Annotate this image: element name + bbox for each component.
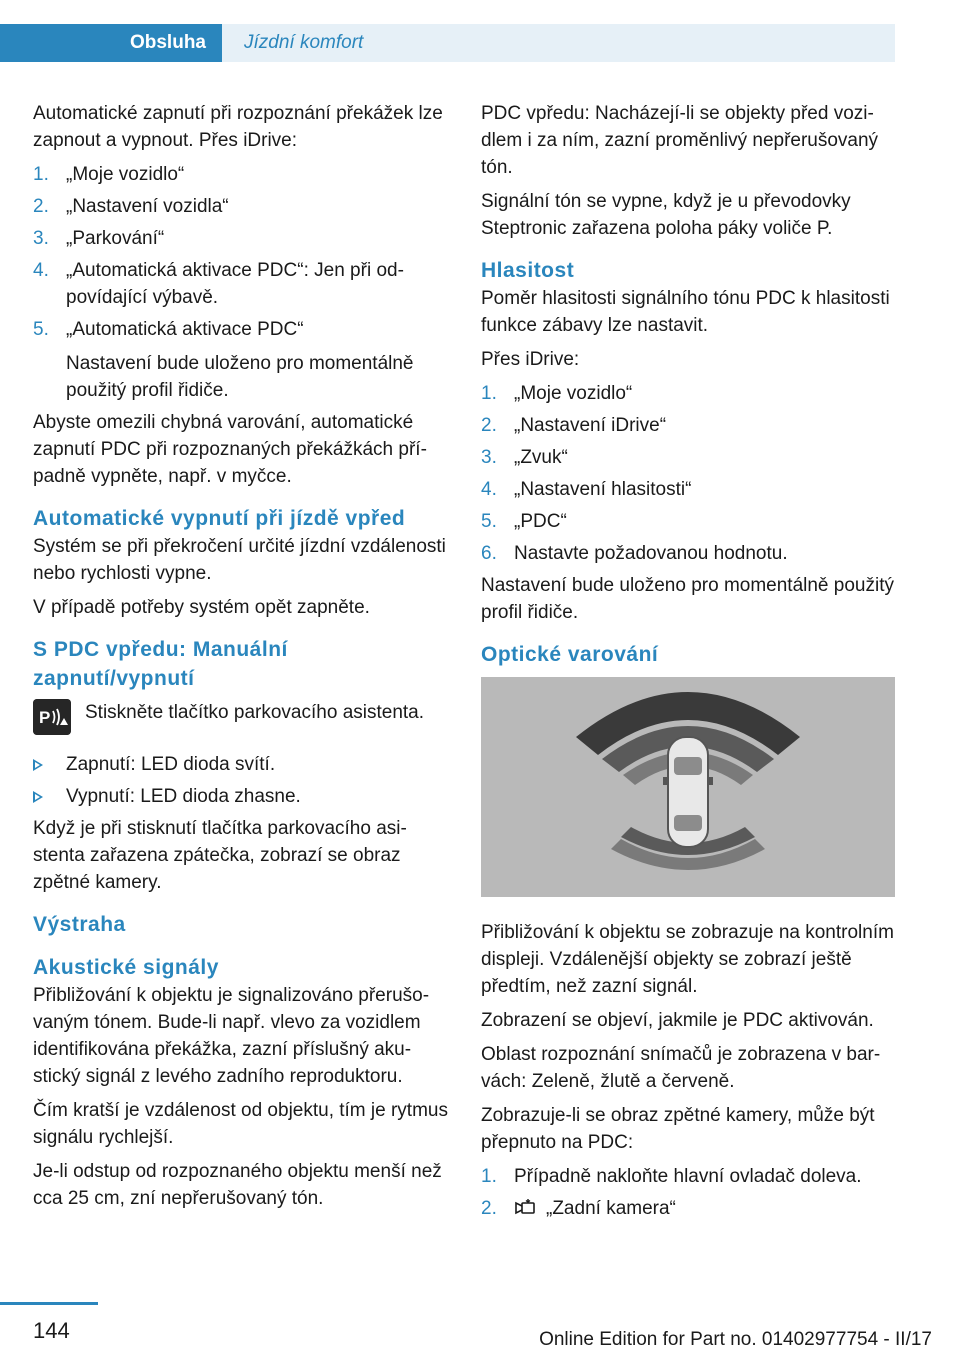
step-text: „Nastavení vozidla“	[66, 196, 229, 217]
paragraph: Oblast rozpoznání snímačů je zobrazena v barvách: Zeleně, žlutě a červeně.	[481, 1044, 881, 1092]
paragraph: Zobrazení se objeví, jakmile je PDC aktivován.	[481, 1010, 874, 1031]
heading-warning: Výstraha	[33, 913, 126, 936]
section-tab-active: Obsluha	[0, 24, 222, 62]
heading-volume: Hlasitost	[481, 259, 575, 282]
camera-steps-list	[481, 1163, 895, 1222]
step-text: Případně nakloňte hlavní ovladač doleva.	[514, 1166, 862, 1187]
step-number: 1.	[33, 164, 49, 185]
step-number: 1.	[481, 1166, 497, 1187]
list-item	[481, 380, 895, 407]
triangle-bullet-icon	[33, 759, 43, 771]
page-number: 144	[33, 1318, 70, 1343]
step-text: „Nastavení hlasitosti“	[514, 479, 692, 500]
paragraph: PDC vpředu: Nacházejí-li se objekty před vozidlem i za ním, zazní proměnlivý nepřerušovaný tón.	[481, 103, 879, 178]
pdc-button-line	[33, 699, 451, 741]
list-item	[481, 412, 895, 439]
list-item	[481, 508, 895, 535]
step-text: „Zvuk“	[514, 447, 568, 468]
step-number: 5.	[481, 511, 497, 532]
paragraph: Když je při stisknutí tlačítka parkovacího asistenta zařazena zpátečka, zobrazí se obraz zpětné kamery.	[33, 818, 407, 893]
paragraph: Poměr hlasitosti signálního tónu PDC k hlasitosti funkce zábavy lze nastavit.	[481, 288, 890, 336]
step-text: „Parkování“	[66, 228, 165, 249]
step-number: 6.	[481, 543, 497, 564]
step-number: 3.	[481, 447, 497, 468]
paragraph: Zobrazuje-li se obraz zpětné kamery, může být přepnuto na PDC:	[481, 1105, 875, 1153]
heading-acoustic: Akustické signály	[33, 956, 219, 979]
paragraph: Nastavení bude uloženo pro momentálně použitý profil řidiče.	[481, 575, 894, 623]
triangle-bullet-icon	[33, 791, 43, 803]
step-text: „Moje vozidlo“	[66, 164, 185, 185]
pdc-button-text: Stiskněte tlačítko parkovacího asistenta.	[85, 702, 425, 723]
paragraph: Přibližování k objektu se zobrazuje na kontrolním displeji. Vzdálenější objekty se zobrazí ještě předtím, než zazní signál.	[481, 922, 894, 997]
step-text: Nastavte požadovanou hodnotu.	[514, 543, 788, 564]
right-column	[481, 100, 895, 1227]
step-number: 1.	[481, 383, 497, 404]
idrive-steps-list	[33, 161, 451, 404]
step-text: „Automatická aktivace PDC“: Jen při odpovídající výbavě.	[66, 260, 404, 308]
paragraph: Čím kratší je vzdálenost od objektu, tím je rytmus signálu rychlejší.	[33, 1100, 448, 1148]
step-text: „Automatická aktivace PDC“	[66, 319, 304, 340]
step-number: 4.	[481, 479, 497, 500]
list-item	[481, 1195, 895, 1222]
heading-auto-off: Automatické vypnutí při jízdě vpřed	[33, 507, 406, 530]
paragraph: Signální tón se vypne, když je u převodovky Steptronic zařazena poloha páky voliče P.	[481, 191, 851, 239]
step-text: „Zadní kamera“	[546, 1198, 676, 1219]
list-item	[481, 444, 895, 471]
paragraph: Systém se při překročení určité jízdní vzdálenosti nebo rychlosti vypne.	[33, 536, 446, 584]
list-item	[33, 161, 451, 188]
list-item	[481, 540, 895, 567]
heading-optical: Optické varování	[481, 643, 659, 666]
list-item	[33, 751, 451, 778]
list-item	[33, 257, 451, 311]
list-item	[33, 225, 451, 252]
list-item	[481, 1163, 895, 1190]
pdc-display-illustration	[481, 677, 895, 897]
parking-assist-button-icon	[33, 699, 71, 735]
heading-manual: S PDC vpředu: Manuální zapnutí/vypnutí	[33, 638, 288, 690]
step-number: 5.	[33, 319, 49, 340]
step-text: „Moje vozidlo“	[514, 383, 633, 404]
step-number: 2.	[481, 1198, 497, 1219]
bullet-text: Vypnutí: LED dioda zhasne.	[66, 786, 301, 807]
paragraph: Přes iDrive:	[481, 349, 580, 370]
step-number: 4.	[33, 260, 49, 281]
list-item	[33, 193, 451, 220]
intro-paragraph: Automatické zapnutí při rozpoznání překážek lze zapnout a vypnout. Přes iDrive:	[33, 103, 443, 151]
svg-text:P: P	[39, 708, 51, 727]
bullet-text: Zapnutí: LED dioda svítí.	[66, 754, 276, 775]
volume-steps-list	[481, 380, 895, 567]
paragraph: Přibližování k objektu je signalizováno přerušovaným tónem. Bude-li např. vlevo za vozidlem identifikována překážka, zazní příslušný akustický signál z levého zadního reproduktoru.	[33, 985, 430, 1087]
paragraph: Je-li odstup od rozpoznaného objektu menší než cca 25 cm, zní nepřerušovaný tón.	[33, 1161, 442, 1209]
paragraph: Abyste omezili chybná varování, automatické zapnutí PDC při rozpoznaných překážkách případně vypněte, např. v myčce.	[33, 412, 427, 487]
step-subtext: Nastavení bude uloženo pro momentálně použitý profil řidiče.	[66, 353, 414, 401]
led-bullet-list	[33, 751, 451, 810]
step-number: 2.	[481, 415, 497, 436]
list-item	[481, 476, 895, 503]
list-item	[33, 783, 451, 810]
footer-accent-line	[0, 1302, 98, 1305]
step-text: „PDC“	[514, 511, 567, 532]
left-column	[33, 100, 451, 1219]
section-tab-inactive: Jízdní komfort	[222, 24, 895, 62]
rear-camera-icon	[514, 1199, 538, 1217]
step-number: 3.	[33, 228, 49, 249]
paragraph: V případě potřeby systém opět zapněte.	[33, 597, 370, 618]
step-text: „Nastavení iDrive“	[514, 415, 667, 436]
edition-note: Online Edition for Part no. 01402977754 - II/17	[539, 1329, 932, 1350]
step-number: 2.	[33, 196, 49, 217]
list-item	[33, 316, 451, 404]
